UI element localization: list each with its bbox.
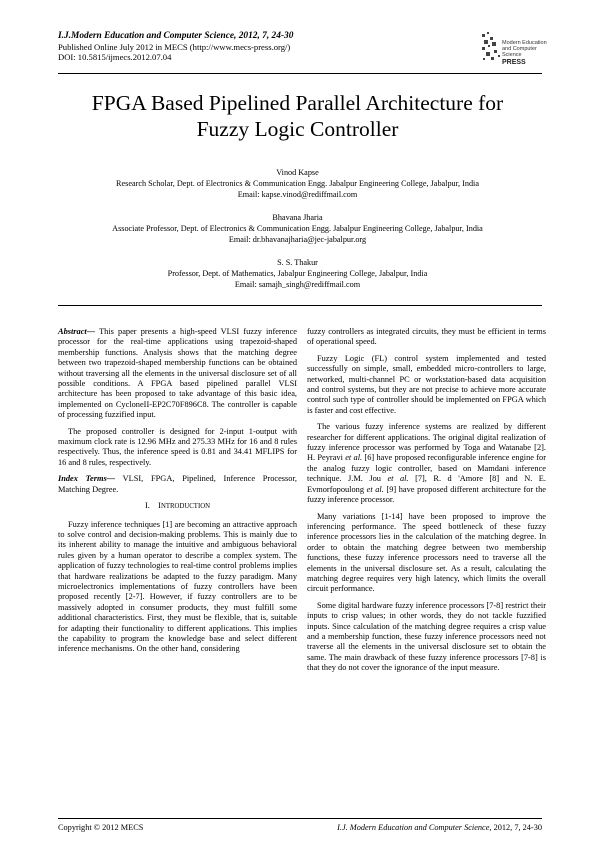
author-block-2	[30, 212, 565, 246]
left-column	[58, 327, 297, 661]
right-paragraph-2-part-d: [9] have proposed different architecture for the fuzzy inference processor.	[307, 484, 546, 505]
author-email: Email: dr.bhavanajharia@jec-jabalpur.org	[228, 235, 367, 245]
logo-text-3: Science	[502, 52, 522, 58]
footer-copyright: Copyright © 2012 MECS	[58, 823, 144, 832]
et-al-2: et al.	[387, 474, 409, 484]
right-column	[307, 327, 546, 680]
author-block-3	[30, 257, 565, 291]
right-paragraph-3: Many variations [1-14] have been proposed to improve the inferencing performance. The speed bottleneck of these fuzzy inference processors lies in the calculation of the matching degree. In order to obtain the matching degree between two membership functions, these fuzzy inference processors need to traverse all the elements in the universal disclosure set. As a result, calculating the matching degree requires very high latency, which limits the overall circuit performance.	[307, 511, 546, 594]
section-title-rest: NTRODUCTION	[160, 503, 211, 511]
footer-rule	[58, 818, 542, 819]
right-paragraph-1: Fuzzy Logic (FL) control system implemented and tested successfully on simple, small, embedded micro-controllers to large, networked, multi-channel PC or workstation-based data acquisition and control systems, but they are not precise to achieve more accurate control such type of controller should be implemented on FPGA which is faster and cost effective.	[307, 353, 546, 415]
publisher-logo	[480, 30, 547, 70]
index-terms-text: VLSI, FPGA, Pipelined, Inference Processor, Matching Degree.	[58, 474, 297, 494]
footer-journal-issue: 2012, 7, 24-30	[491, 823, 542, 832]
author-name: S. S. Thakur	[277, 258, 318, 267]
index-terms-label: Index Terms—	[58, 474, 116, 484]
footer-journal	[337, 823, 542, 832]
title-line-1: FPGA Based Pipelined Parallel Architecture for	[91, 91, 504, 115]
author-affiliation: Associate Professor, Dept. of Electronics & Communication Engg. Jabalpur Engineering College, Jabalpur, India	[112, 224, 483, 234]
author-email: Email: kapse.vinod@rediffmail.com	[237, 190, 358, 200]
section-title-initial: I	[158, 501, 161, 511]
author-email: Email: samajh_singh@rediffmail.com	[234, 280, 361, 290]
logo-text-4: PRESS	[502, 59, 526, 66]
footer-journal-name: I.J. Modern Education and Computer Science,	[337, 823, 492, 832]
title-rule	[58, 305, 542, 306]
abstract-text-2: The proposed controller is designed for 2-input 1-output with maximum clock rate is 12.96 MHz and 275.33 MHz for 16 and 8 rules respectively. Thus, the inference speed is 0.81 and 34.41 MFLIPS for 16 and 8 rules, respectively.	[58, 426, 297, 467]
right-paragraph-2-part-b: [6] have proposed reconfigurable inference engine for the analog fuzzy logic controller, based on Mamdani inference technique. J.M. Jou	[307, 453, 546, 484]
intro-paragraph-1: Fuzzy inference techniques [1] are becoming an attractive approach to solve control and decision-making problems. This is mainly due to its inherent ability to manage the intuitive and ambiguous behavioral rules given by a human operator to describe a complex system. The application of fuzzy technologies to real-time control problems implies that hardware realizations be adapted to the fuzzy paradigm. Many microelectronics implementations of fuzzy controllers have been proposed recently [2-7]. However, if fuzzy controllers are to be massively adopted in consumer products, they must fulfill some additional characteristics. First, they must be flexible, that is, suitable for adapting their functionality to different applications. This implies the capability to program the knowledge base and select different inference mechanisms. On the other hand, considering	[58, 519, 297, 654]
author-affiliation: Research Scholar, Dept. of Electronics & Communication Engg. Jabalpur Engineering College, Jabalpur, India	[116, 179, 479, 189]
author-name: Vinod Kapse	[276, 168, 319, 177]
section-heading-introduction	[58, 501, 297, 512]
author-affiliation: Professor, Dept. of Mathematics, Jabalpur Engineering College, Jabalpur, India	[167, 269, 428, 279]
logo-text-2: and Computer	[502, 46, 537, 52]
title-line-2: Fuzzy Logic Controller	[196, 117, 399, 141]
et-al-1: et al.	[345, 453, 363, 463]
author-block-1	[30, 167, 565, 201]
doi-line: DOI: 10.5815/ijmecs.2012.07.04	[58, 52, 172, 63]
section-number: I.	[144, 501, 150, 511]
journal-line: I.J.Modern Education and Computer Science, 2012, 7, 24-30	[58, 31, 294, 41]
index-terms	[58, 474, 297, 495]
right-paragraph-2-part-c: [7], R. d 'Amore [8] and N. E. Evmorfopoulong	[307, 474, 546, 494]
abstract-label: Abstract—	[58, 327, 96, 336]
published-line: Published Online July 2012 in MECS (http://www.mecs-press.org/)	[58, 41, 291, 52]
right-paragraph-2-part-a: The various fuzzy inference systems are realized by different researcher for different applications. The original digital realization of fuzzy inference processor was performed by Toga and Watanabe [2]. H. Peyravi	[307, 422, 546, 463]
right-paragraph-0: fuzzy controllers as integrated circuits, they must be efficient in terms of operational speed.	[307, 327, 546, 347]
paper-title	[40, 90, 555, 142]
right-paragraph-2	[307, 422, 546, 505]
abstract-text-1: This paper presents a high-speed VLSI fuzzy inference processor for the real-time applications using trapezoid-shaped membership functions. Analysis shows that the matching degree between two trapezoid-shaped membership functions can be obtained without traversing all the elements in the universal disclosure set of all possible conditions. A FPGA based pipelined parallel VLSI architecture has been proposed to take advantage of this basic idea, implemented on CycloneII-EP2C70F896C8. The controller is capable of processing fuzzified input.	[58, 327, 297, 420]
header-rule	[58, 73, 542, 74]
right-paragraph-4: Some digital hardware fuzzy inference processors [7-8] restrict their inputs to crisp values; in other words, they do not tackle fuzzified inputs. Since calculation of the matching degree requires a crisp value and a membership function, these fuzzy inference processors need not traverse all the elements in the universal disclosure set to obtain the same. The main drawback of these fuzzy inference processors [7-8] is that they do not cover the ignorance of the input measure.	[307, 600, 546, 673]
logo-text-1: Modern Education	[502, 40, 547, 46]
author-name: Bhavana Jharia	[272, 213, 323, 222]
et-al-3: et al.	[366, 484, 384, 494]
abstract	[58, 327, 297, 421]
journal-header	[58, 31, 438, 63]
